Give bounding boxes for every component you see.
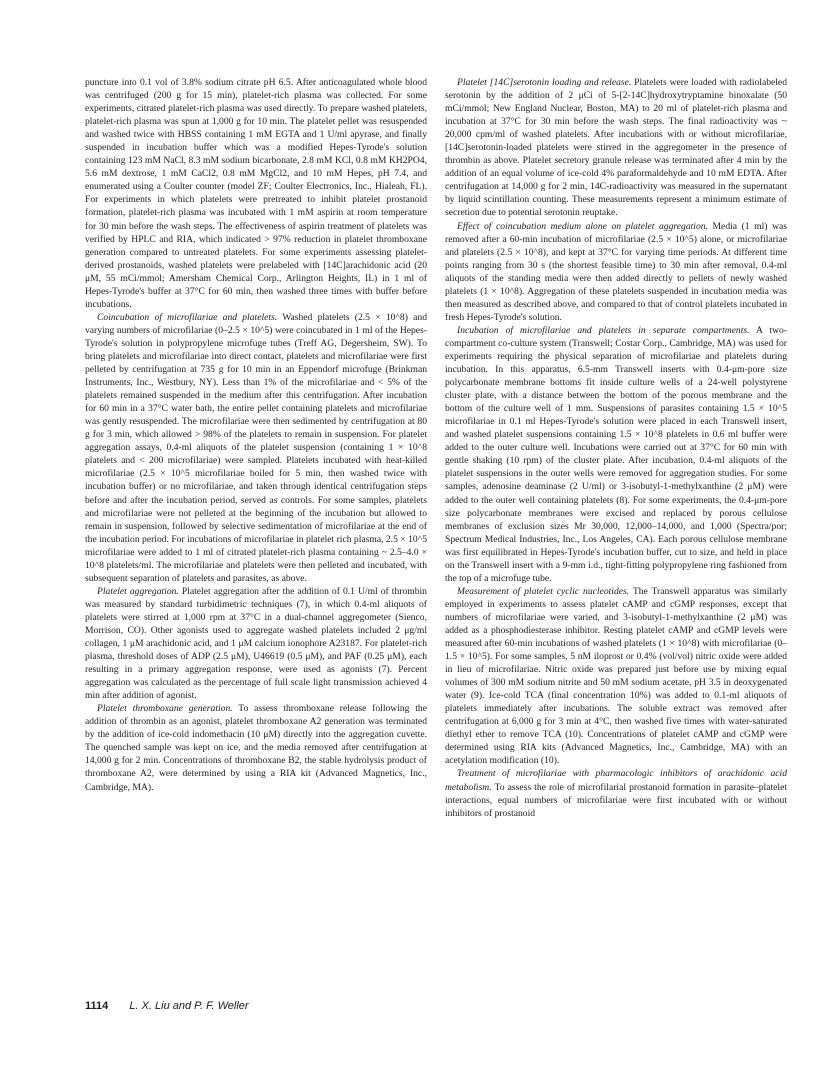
section-body: To assess the role of microfilarial prostanoid formation in parasite–platelet interactions, equal numbers of microfilariae were first incubated with or without inhibitors of prostanoid — [445, 781, 787, 819]
paragraph-cyclic-nucleotides — [445, 585, 787, 768]
section-heading: Incubation of microfilariae and platelets in separate compartments. — [457, 324, 750, 336]
paragraph-blood-preparation: puncture into 0.1 vol of 3.8% sodium citrate pH 6.5. After anticoagulated whole blood was centrifuged (200 g for 15 min), platelet-rich plasma was collected. For some experiments, citrated platelet-rich plasma was used directly. To prepare washed platelets, platelet-rich plasma was spun at 1,000 g for 10 min. The platelet pellet was resuspended and washed twice with HBSS containing 1 mM EGTA and 1 U/ml apyrase, and finally suspended in incubation buffer which was a modified Hepes-Tyrode's solution containing 123 mM NaCl, 8.3 mM sodium bicarbonate, 2.8 mM KCl, 0.8 mM KH2PO4, 5.6 mM dextrose, 1 mM CaCl2, 0.8 mM MgCl2, and 10 mM Hepes, pH 7.4, and enumerated using a Coulter counter (model ZF; Coulter Electronics, Inc., Hialeah, FL). For experiments in which platelets were pretreated to inhibit platelet prostanoid formation, platelet-rich plasma was incubated with 1 mM aspirin at room temperature for 30 min before the wash steps. The effectiveness of aspirin treatment of platelets was verified by HPLC and RIA, which indicated > 97% reduction in platelet thromboxane generation compared to untreated platelets. For some experiments assessing platelet-derived prostanoids, washed platelets were prelabeled with [14C]arachidonic acid (20 μM, 55 mCi/mmol; Amersham Chemical Corp., Arlington Heights, IL) in 1 ml of Hepes-Tyrode's buffer at 37°C for 60 min, then washed three times with buffer before incubations. — [85, 77, 427, 310]
paragraph-separate-compartments — [445, 324, 787, 585]
section-body: To assess thromboxane release following the addition of thrombin as an agonist, platelet thromboxane A2 generation was terminated by the addition of ice-cold indomethacin (10 μM) directly into the aggregation cuvette. The quenched sample was kept on ice, and the media removed after centrifugation at 14,000 g for 2 min. Concentrations of thromboxane B2, the stable hydrolysis product of thromboxane A2, were determined by using a RIA kit (Advanced Magnetics, Inc., Cambridge, MA). — [85, 703, 427, 793]
paragraph-platelet-aggregation — [85, 585, 427, 702]
section-heading: Coincubation of microfilariae and platelets. — [97, 311, 278, 323]
section-heading: Effect of coincubation medium alone on platelet aggregation. — [457, 220, 708, 232]
paragraph-coincubation — [85, 311, 427, 585]
page-number: 1114 — [85, 1000, 109, 1012]
paragraph-inhibitors — [445, 767, 787, 819]
paragraph-serotonin — [445, 76, 787, 220]
section-body: Platelets were loaded with radiolabeled serotonin by the addition of 2 μCi of 5-[2-14C]hydroxytryptamine binoxalate (50 mCi/mmol; New England Nuclear, Boston, MA) to 20 ml of platelet-rich plasma and incubation at 37°C for 30 min before the wash steps. The final radioactivity was ~ 20,000 cpm/ml of washed platelets. After incubations with or without microfilariae, [14C]serotonin-loaded platelets were stirred in the aggregometer in the presence of thrombin as above. Platelet secretory granule release was terminated after 4 min by the addition of an equal volume of ice-cold 4% paraformaldehyde and 10 mM EDTA. After centrifugation at 14,000 g for 2 min, 14C-radioactivity was measured in the supernatant by liquid scintillation counting. These measurements represent a minimum estimate of secretion due to potential serotonin reuptake. — [445, 77, 787, 219]
paragraph-thromboxane — [85, 702, 427, 793]
section-heading: Platelet aggregation. — [97, 585, 179, 597]
paragraph-coincubation-medium — [445, 220, 787, 324]
page-footer — [85, 1000, 249, 1012]
right-column — [445, 76, 787, 820]
left-column — [85, 76, 427, 794]
section-heading: Platelet thromboxane generation. — [97, 703, 233, 715]
section-heading: Measurement of platelet cyclic nucleotides. — [457, 585, 630, 597]
section-body: Media (1 ml) was removed after a 60-min incubation of microfilariae (2.5 × 10^5) alone, or microfilariae and platelets (2.5 × 10^8), and kept at 37°C for varying time periods. At different time points ranging from 30 s (the shortest feasible time) to 30 min after removal, 0.4-ml aliquots of the standing media were then added directly to pellets of newly washed platelets (1 × 10^8). Aggregation of these platelets suspended in incubation media was then measured as described above, and compared to that of control platelets incubated in fresh Hepes-Tyrode's solution. — [445, 220, 787, 323]
section-body: Platelet aggregation after the addition of 0.1 U/ml of thrombin was measured by standard turbidimetric techniques (7), in which 0.4-ml aliquots of platelets were stirred at 1,000 rpm at 37°C in a dual-channel aggregometer (Sienco, Morrison, CO). Other agonists used to aggregate washed platelets included 2 μg/ml collagen, 1 μM arachidonic acid, and 1 μM calcium ionophore A23187. For platelet-rich plasma, threshold doses of ADP (2.5 μM), U46619 (0.5 μM), and PAF (0.25 μM), each resulting in a primary aggregation response, were used as agonists (7). Percent aggregation was calculated as the percentage of full scale light transmission achieved 4 min after addition of agonist. — [85, 585, 427, 702]
section-body: A two-compartment co-culture system (Transwell; Costar Corp., Cambridge, MA) was used for experiments requiring the physical separation of microfilariae and platelets during incubation. In this apparatus, 6.5-mm Transwell inserts with 0.4-μm-pore size polycarbonate membrane bottoms fit inside culture wells of a 24-well polystyrene cluster plate, with a distance between the bottom of the porous membrane and the bottom of the culture well of 1 mm. Suspensions of parasites containing 1.5 × 10^5 microfilariae in 0.1 ml Hepes-Tyrode's solution were placed in each Transwell insert, and washed platelet suspensions containing 1.5 × 10^8 platelets in 0.6 ml buffer were added to the outer culture well. Incubations were carried out at 37°C for 60 min with gentle shaking (10 rpm) of the cluster plate. After incubation, 0.4-ml aliquots of the platelet suspensions in the outer wells were removed for aggregation studies. For some samples, adenosine deaminase (2 U/ml) or 3-isobutyl-1-methylxanthine (2 μM) were added to the outer well containing platelets (8). For some experiments, the 0.4-μm-pore size polycarbonate membranes were excised and replaced by porous cellulose membranes of exclusion sizes Mr 30,000, 12,000–14,000, and 1,000 (Spectra/por; Spectrum Medical Industries, Inc., Los Angeles, CA). Each porous cellulose membrane was first equilibrated in Hepes-Tyrode's incubation buffer, cut to size, and held in place on the Transwell insert with a 9-mm i.d., tight-fitting polypropylene ring fashioned from the top of a microfuge tube. — [445, 324, 787, 584]
section-heading: Treatment of microfilariae with pharmacologic inhibitors of arachidonic acid metabolism. — [445, 768, 787, 793]
section-body: The Transwell apparatus was similarly employed in experiments to assess platelet cAMP and cGMP responses, except that numbers of microfilariae were varied, and 3-isobutyl-1-methylxanthine (2 μM) was added as a phosphodiesterase inhibitor. Resting platelet cAMP and cGMP levels were measured after 60-min incubations of washed platelets (1 × 10^8) with microfilariae (0–1.5 × 10^5). For some samples, 5 nM iloprost or 0.4% (vol/vol) nitric oxide were added in lieu of microfilariae. Nitric oxide was prepared just before use by mixing equal volumes of 300 mM sodium nitrite and 50 mM sodium acetate, pH 3.5 in deoxygenated water (9). Ice-cold TCA (final concentration 10%) was added to 0.1-ml aliquots of platelets immediately after incubations. The soluble extract was removed after centrifugation at 6,000 g for 3 min at 4°C, then washed five times with water-saturated diethyl ether to remove TCA (10). Concentrations of platelet cAMP and cGMP were determined using RIA kits (Advanced Magnetics, Inc., Cambridge, MA) with an acetylation modification (10). — [445, 585, 787, 767]
running-authors: L. X. Liu and P. F. Weller — [129, 1000, 249, 1012]
section-body: Washed platelets (2.5 × 10^8) and varying numbers of microfilariae (0–2.5 × 10^5) were coincubated in 1 ml of the Hepes-Tyrode's solution in polypropylene microfuge tubes (Treff AG, Degersheim, SW). To bring platelets and microfilariae into direct contact, platelets and microfilariae were first pelleted by centrifugation at 735 g for 10 min in an Eppendorf microfuge (Brinkman Instruments, Inc., Westbury, NY). Less than 1% of the microfilariae and < 5% of the platelets remained suspended in the medium after this centrifugation. After incubation for 60 min in a 37°C water bath, the entire pellet containing platelets and microfilariae was gently resuspended. The microfilariae were then sedimented by centrifugation at 80 g for 3 min, which allowed > 98% of the platelets to remain in suspension. For platelet aggregation assays, 0.4-ml aliquots of the platelet suspension (containing 1 × 10^8 platelets and < 200 microfilariae) were sampled. Platelets incubated with heat-killed microfilariae (2.5 × 10^5 microfilariae boiled for 5 min, then washed twice with incubation buffer) or no microfilariae, and taken through identical centrifugation steps before and after the incubation period, served as controls. For some samples, platelets and microfilariae were not pelleted at the beginning of the incubation but allowed to remain in suspension, followed by selective sedimentation of microfilariae at the end of the incubation period. For incubations of microfilariae in platelet rich plasma, 2.5 × 10^5 microfilariae were added to 1 ml of citrated platelet-rich plasma containing ~ 2.5–4.0 × 10^8 platelets/ml. The microfilariae and platelets were then pelleted and incubated, with subsequent separation of platelets and parasites, as above. — [85, 311, 427, 584]
section-heading: Platelet [14C]serotonin loading and release. — [457, 77, 632, 88]
